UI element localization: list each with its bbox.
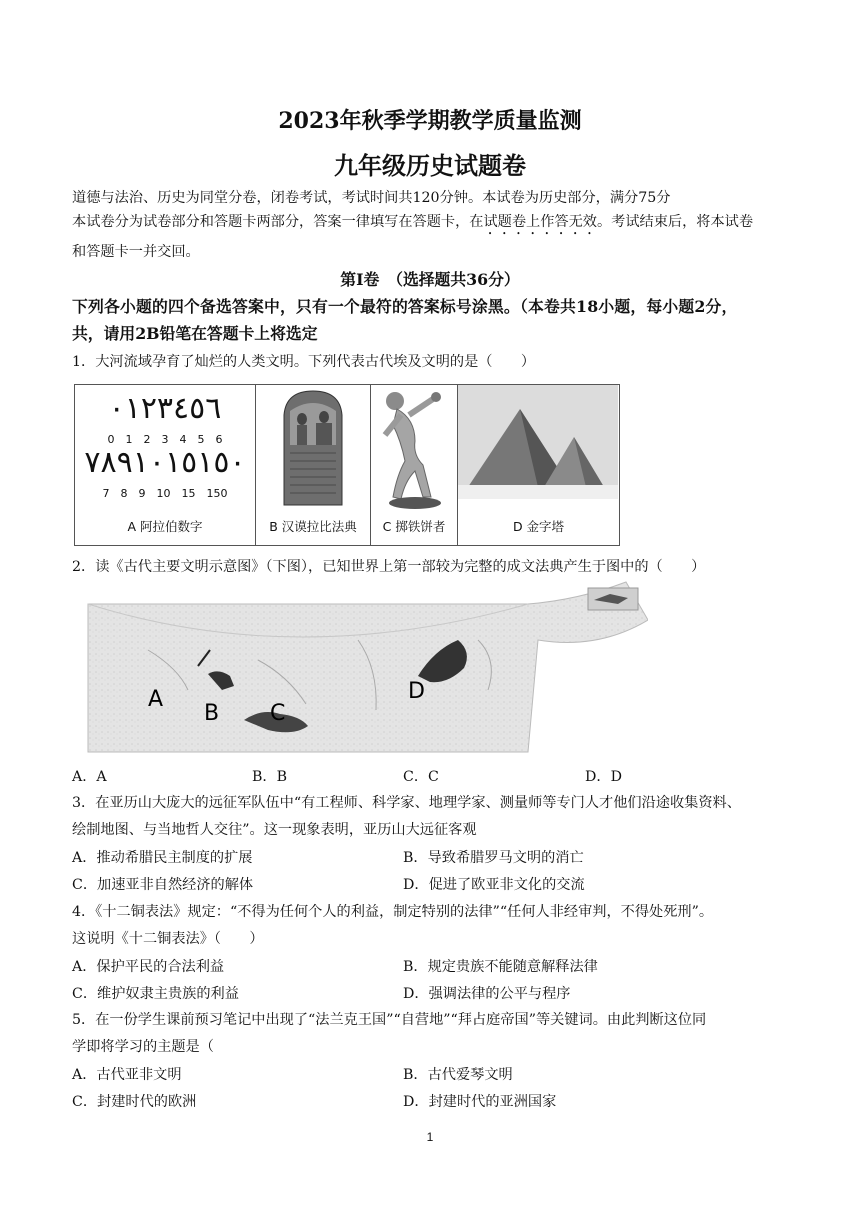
map-label-a: A (148, 687, 164, 712)
q3-option-b: B．导致希腊罗马文明的消亡 (403, 850, 584, 866)
section-instruction-1: 下列各小题的四个备选答案中，只有一个最符的答案标号涂黑。（本卷共18小题，每小题2分， (72, 297, 738, 316)
intro-line-2a: 本试卷分为试卷部分和答题卡两部分，答案一律填写在答题卡，在 (72, 214, 484, 230)
q4-option-a: A．保护平民的合法利益 (72, 959, 225, 975)
exam-title: 2023年秋季学期教学质量监测 (278, 108, 582, 134)
arabic-digits-top: ٠١٢٣٤٥٦ (108, 391, 222, 426)
q1-caption-a: A 阿拉伯数字 (127, 519, 203, 534)
intro-line-3: 和答题卡一并交回。 (72, 244, 200, 260)
q4-stem-2: 这说明《十二铜表法》（ ） (72, 931, 264, 947)
q1-caption-c: C 掷铁饼者 (382, 519, 446, 534)
q1-caption-d: D 金字塔 (512, 519, 565, 534)
map-label-d: D (408, 679, 425, 704)
q4-option-c: C．维护奴隶主贵族的利益 (72, 986, 239, 1002)
western-digits-bottom: 7 8 9 10 15 150 (102, 487, 228, 500)
q2-stem: 2．读《古代主要文明示意图》（下图），已知世界上第一部较为完整的成文法典产生于图中的（ ） (72, 559, 706, 575)
q1-image-a (75, 385, 256, 545)
q1-image-b (256, 385, 371, 545)
pyramids-illustration (458, 385, 618, 515)
q1-caption-b: B 汉谟拉比法典 (269, 519, 357, 534)
q5-stem-2: 学即将学习的主题是（ (72, 1039, 214, 1055)
section-heading: 第Ⅰ卷 （选择题共36分） (340, 270, 520, 289)
q3-stem-2: 绘制地图、与当地哲人交往”。这一现象表明，亚历山大远征客观 (72, 822, 477, 838)
intro-line-2 (72, 212, 794, 238)
q3-option-d: D．促进了欧亚非文化的交流 (403, 877, 585, 893)
section-instruction-2: 共，请用2B铅笔在答题卡上将选定 (72, 324, 318, 343)
q4-option-b: B．规定贵族不能随意解释法律 (403, 959, 598, 975)
q2-option-d: D．D (585, 769, 622, 785)
arabic-digits-bottom: ٧٨٩١٠١٥١٥٠ (84, 445, 246, 480)
q1-stem: 1．大河流域孕育了灿烂的人类文明。下列代表古代埃及文明的是（ ） (72, 354, 536, 370)
page-number: 1 (426, 1130, 434, 1144)
map-label-c: C (270, 701, 286, 726)
q3-option-c: C．加速亚非自然经济的解体 (72, 877, 254, 893)
q1-image-c (371, 385, 458, 545)
q5-option-c: C．封建时代的欧洲 (72, 1094, 197, 1110)
q4-option-d: D．强调法律的公平与程序 (403, 986, 571, 1002)
intro-emphasis: 试题卷上作答无效 (483, 214, 597, 230)
discobolus-statue-illustration (371, 385, 457, 515)
q3-option-a: A．推动希腊民主制度的扩展 (72, 850, 253, 866)
q5-option-d: D．封建时代的亚洲国家 (403, 1094, 557, 1110)
q4-stem-1: 4．《十二铜表法》规定：“不得为任何个人的利益，制定特别的法律”“任何人非经审判，不得处死刑”。 (72, 904, 714, 920)
q2-option-b: B．B (252, 769, 288, 785)
map-label-b: B (204, 701, 220, 726)
q5-stem-1: 5．在一份学生课前预习笔记中出现了“法兰克王国”“自营地”“拜占庭帝国”等关键词。由此判断这位同 (72, 1012, 707, 1028)
q2-option-c: C．C (403, 769, 439, 785)
q1-image-d (458, 385, 619, 545)
western-digits-top: 0 1 2 3 4 5 6 (107, 433, 223, 446)
ancient-civilizations-map (58, 580, 648, 760)
q5-option-b: B．古代爱琴文明 (403, 1067, 513, 1083)
q5-option-a: A．古代亚非文明 (72, 1067, 182, 1083)
code-of-hammurabi-stele-illustration (256, 385, 370, 515)
intro-line-1: 道德与法治、历史为同堂分卷，闭卷考试，考试时间共120分钟。本试卷为历史部分，满分75分 (72, 190, 671, 206)
q2-option-a: A．A (72, 769, 107, 785)
q3-stem-1: 3．在亚历山大庞大的远征军队伍中“有工程师、科学家、地理学家、测量师等专门人才他们沿途收集资料、 (72, 795, 741, 811)
q1-image-strip (74, 384, 620, 546)
exam-subtitle: 九年级历史试题卷 (334, 151, 526, 180)
intro-line-2c: 。考试结束后，将本试卷 (596, 214, 754, 230)
